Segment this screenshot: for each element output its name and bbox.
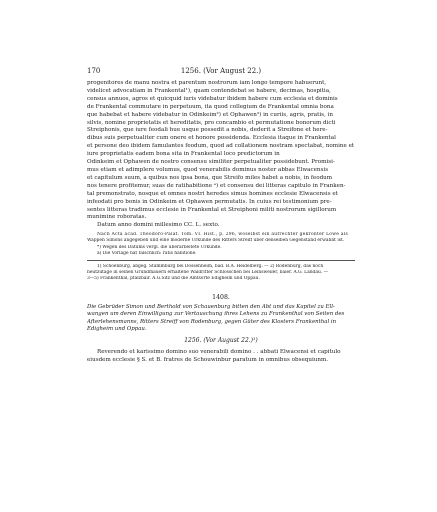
footnote: heutzutage in seinen Grundmauern erhaltene Waldritter Schlösschen bei Leinsweiler, baier. A.G. Landau. — [87, 270, 328, 276]
regest-line: Afterlehensmanns, Ritters Streiff von Rodenburg, gegen Güter des Klosters Frankenthal in [87, 318, 337, 325]
text-line: nos tenere profitemur, suas de ratihabitione ᵃ) et consensu dei litteras capitulo in Franken- [87, 182, 346, 189]
text-line: munimine roboratas. [87, 214, 147, 221]
text-line: de Frankental commutare in perpetuum, ita quod collegium de Frankental omnia bona [87, 103, 334, 110]
text-line: tal premonstrato, nosque et omnes nostri heredes simus homines ecclesie Elwacensis et [87, 190, 338, 197]
footnotes [87, 264, 355, 283]
text-line: et persone deo ibidem famulantes feodum, quod ad collationem nostram spectabat, nomine et [87, 143, 355, 150]
running-head: 1256. (Vor August 22.) [180, 67, 262, 75]
text-line: et capitulum suum, a quibus nos ipsa bona, que Streifo miles habet a nobis, in feodum [87, 174, 333, 181]
source-note: Nach Acta acad. Theodoro-Palat. Tom. VI. Hist., p. 296, woselbst ein aufrechter gekrönter Löwe als [97, 232, 349, 238]
source-notes [87, 232, 355, 257]
page-number: 170 [87, 67, 101, 75]
regest [87, 304, 355, 334]
source-note: *) Wegen des Datums vergl. die überarbeitete Urkunde. [97, 244, 222, 250]
footnote-divider [87, 260, 355, 261]
text-line: Streiphonis, que iure feodali hue usque possedit a nobis, dederit a Streifone et here- [87, 127, 328, 134]
document-number: 1408. [212, 293, 230, 301]
regest-line: Edigheim und Oppau. [87, 326, 147, 333]
text-line: silvis, nomine proprietatis et hereditatis, pro concambio et permutatione bonorum dicti [87, 119, 336, 126]
footnote: 1) Schoenburg, abgeg. Stammburg bei Dossenheim, bad. B.A. Heidelberg. — 2) Rodenburg, das noch [97, 264, 324, 270]
page-header [87, 67, 355, 77]
datum-line: Datum anno domini millesimo CC. L. sexto. [97, 222, 220, 229]
source-note: Wappen Simons angegeben und eine moderne Urkunde des Ritters Streiff über denselben Gegenstand erwähnt ist. [87, 238, 345, 244]
text-line: videlicet advocatiam in Frankental¹), quam contendebat se habere, decimas, hospitia, [87, 87, 331, 94]
text-line: que habebat et habere videbatur in Odinkeim²) et Ophawen³) in curiis, agris, pratis, in [87, 111, 333, 118]
text-line: eiusdem ecclesie § S. et B. fratres de Schouwinbur paratum in omnibus obsequiunm. [87, 356, 329, 363]
page-body [87, 80, 355, 365]
source-note: a) Die Vorlage hat fälschlich: ratis habitione. [97, 250, 197, 256]
text-line: infeodati pro bonis in Odinkeim et Ophawen permutatis. In cuius rei testimonium pre- [87, 198, 332, 205]
text-line: census annuos, agros et quicquid iuris videbatur ibidem habere cum ecclesia et dominis [87, 95, 338, 102]
text-line: progenitores de manu nostra et parentum nostrorum iam longo tempore habuerunt, [87, 80, 327, 86]
text-line: Reverendo et karissimo domino suo venerabili domino . . abbati Elwacensi et capitulo [97, 349, 341, 356]
text-line: dibus suis perpetualiter cum onere et honore possidenda. Ecclesia itaque in Frankental [87, 135, 336, 142]
regest-line: wangen um deren Einwilligung zur Vertauschung ihres Lehens zu Frankenthal von Seiten des [87, 311, 345, 318]
text-line: mus etiam et adimplere volumus, quod venerabilis dominus noster abbas Elwacensis [87, 166, 329, 173]
document-date: 1256. (Vor August 22.)¹) [184, 337, 258, 345]
text-line: iure proprietatis eadem bona sita in Frankental loco predictorum in [87, 151, 280, 158]
text-line: sentes litteras tradimus ecclesie in Frankental et Streiphoni militi nostrorum sigillorum [87, 206, 337, 213]
regest-line: Die Gebrüder Simon und Berthold von Schauenburg bitten den Abt und das Kapitel zu Ell- [87, 303, 335, 310]
footnote: 3—5) Frankenthal, pfälzbair. A.G.Sitz und die Amtsorte Edigheim und Oppau. [87, 276, 260, 282]
main-text [87, 80, 355, 222]
document-text [87, 349, 355, 365]
text-line: Odinkeim et Ophawen de nostro consensu similiter perpetualiter possidebunt. Promisi- [87, 159, 335, 166]
